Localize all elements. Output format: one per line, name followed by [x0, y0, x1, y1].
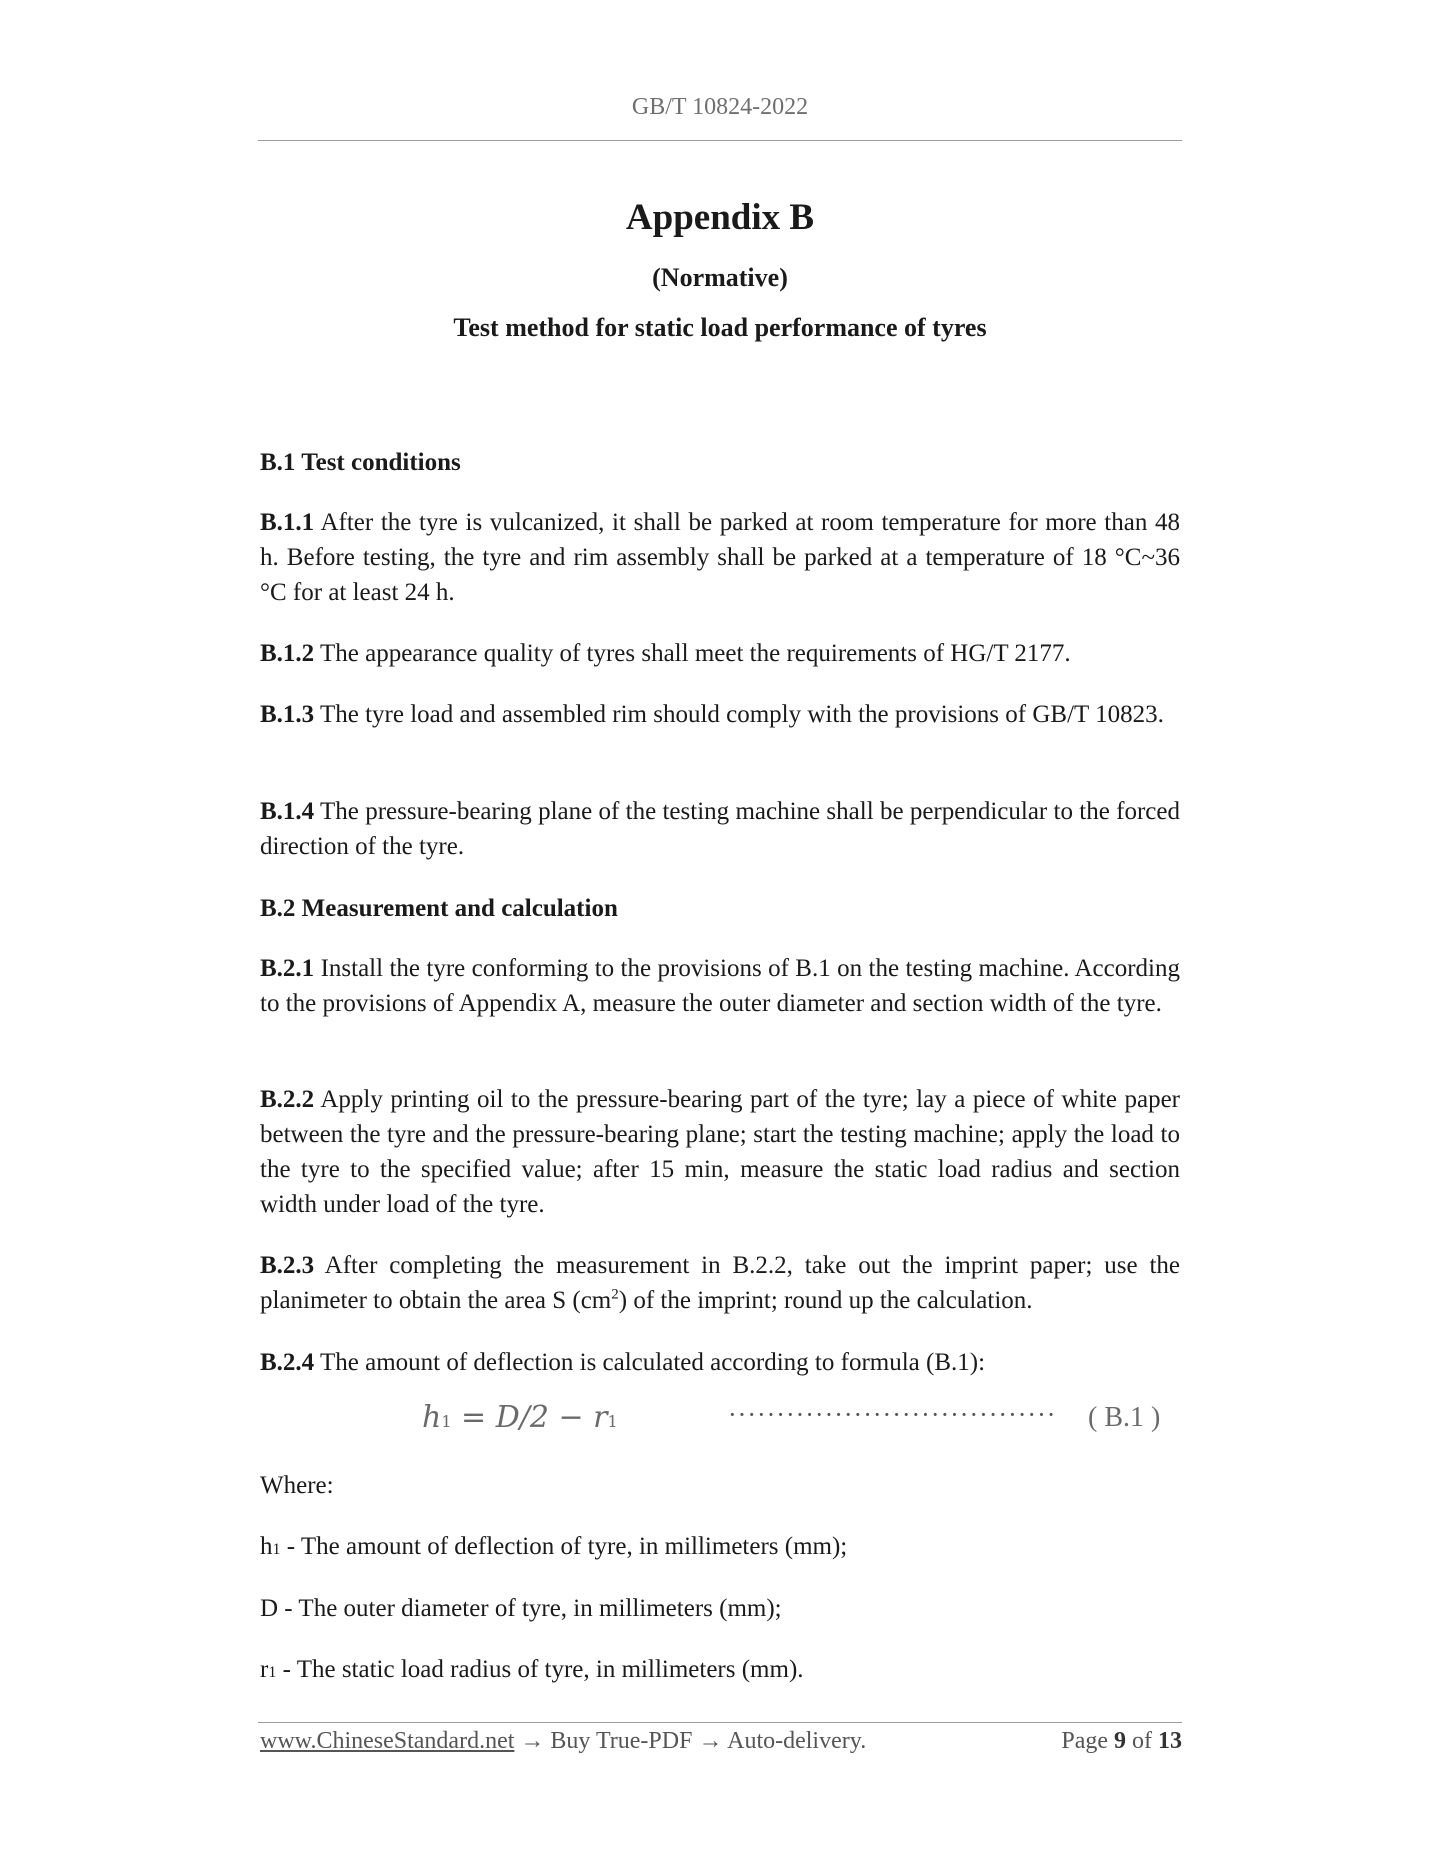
symbol-subscript: 1 — [268, 1664, 277, 1681]
clause-text: The appearance quality of tyres shall meet the requirements of HG/T 2177. — [314, 640, 1071, 667]
where-label: Where: — [260, 1472, 334, 1499]
clause-b1-1 — [260, 505, 1180, 610]
formula-symbol: h — [422, 1400, 442, 1435]
clause-number: B.2.2 — [260, 1086, 315, 1113]
appendix-type: (Normative) — [652, 263, 788, 292]
clause-text: The tyre load and assembled rim should comply with the provisions of GB/T 10823. — [314, 701, 1164, 728]
symbol: h — [260, 1533, 273, 1560]
appendix-title: Appendix B — [625, 197, 815, 238]
page-current: 9 — [1114, 1728, 1126, 1754]
formula-leader-dots: ·································· — [728, 1400, 1057, 1429]
clause-number: B.1.1 — [260, 509, 315, 536]
clause-b2-4 — [260, 1345, 1180, 1380]
clause-number: B.1.4 — [260, 798, 315, 825]
page-of: of — [1126, 1728, 1158, 1754]
clause-text: The pressure-bearing plane of the testing machine shall be perpendicular to the forced direction of the tyre. — [260, 798, 1180, 860]
symbol-subscript: 1 — [272, 1541, 281, 1558]
clause-text: The amount of deflection is calculated according to formula (B.1): — [314, 1349, 986, 1376]
clause-number: B.2.3 — [260, 1252, 315, 1279]
formula-b1 — [422, 1400, 618, 1435]
clause-b1-2 — [260, 636, 1180, 671]
clause-b1-3 — [260, 697, 1180, 732]
section-b2-heading: B.2 Measurement and calculation — [260, 895, 618, 922]
formula-subscript: 1 — [607, 1412, 618, 1431]
clause-number: B.1.2 — [260, 640, 315, 667]
formula-expression: = D/2 − r — [451, 1400, 608, 1435]
footer-promo — [260, 1728, 866, 1755]
clause-number: B.2.4 — [260, 1349, 315, 1376]
superscript: 2 — [611, 1286, 619, 1303]
header-divider — [258, 140, 1182, 141]
footer-promo-text: → Buy True-PDF → Auto-delivery. — [514, 1728, 867, 1754]
where-item-h1 — [260, 1529, 1180, 1567]
page-label: Page — [1061, 1728, 1114, 1754]
clause-b1-4 — [260, 794, 1180, 864]
clause-text: After completing the measurement in B.2.2, take out the imprint paper; use the planimeter to obtain the area S (cm — [260, 1252, 1180, 1314]
header-doc-code: GB/T 10824-2022 — [631, 94, 809, 120]
clause-text: Apply printing oil to the pressure-bearing part of the tyre; lay a piece of white paper between the tyre and the pressure-bearing plane; start the testing machine; apply the load to the tyre to the specified value; after 15 min, measure the static load radius and section width under load of the tyre. — [260, 1086, 1180, 1218]
definition-text: - The static load radius of tyre, in millimeters (mm). — [276, 1656, 804, 1683]
clause-text: After the tyre is vulcanized, it shall be parked at room temperature for more than 48 h. Before testing, the tyre and rim assembly shall be parked at a temperature of 18 °C~36 °C for at least 24 h. — [260, 509, 1180, 606]
clause-b2-3 — [260, 1248, 1180, 1318]
formula-subscript: 1 — [441, 1412, 452, 1431]
clause-b2-1 — [260, 951, 1180, 1021]
clause-b2-2 — [260, 1082, 1180, 1222]
footer-divider — [258, 1722, 1182, 1723]
page-indicator — [1061, 1728, 1182, 1755]
page-total: 13 — [1158, 1728, 1182, 1754]
formula-number: ( B.1 ) — [1088, 1402, 1161, 1433]
symbol: r — [260, 1656, 269, 1683]
section-b1-heading: B.1 Test conditions — [260, 449, 461, 476]
where-item-d: D - The outer diameter of tyre, in millimeters (mm); — [260, 1595, 782, 1622]
website-link[interactable]: www.ChineseStandard.net — [260, 1728, 515, 1754]
clause-number: B.2.1 — [260, 955, 315, 982]
appendix-subject: Test method for static load performance of tyres — [453, 313, 987, 342]
clause-text: Install the tyre conforming to the provisions of B.1 on the testing machine. According to the provisions of Appendix A, measure the outer diameter and section width of the tyre. — [260, 955, 1180, 1017]
clause-text: ) of the imprint; round up the calculation. — [618, 1287, 1033, 1314]
definition-text: - The amount of deflection of tyre, in millimeters (mm); — [280, 1533, 848, 1560]
clause-number: B.1.3 — [260, 701, 315, 728]
where-item-r1 — [260, 1652, 1180, 1690]
